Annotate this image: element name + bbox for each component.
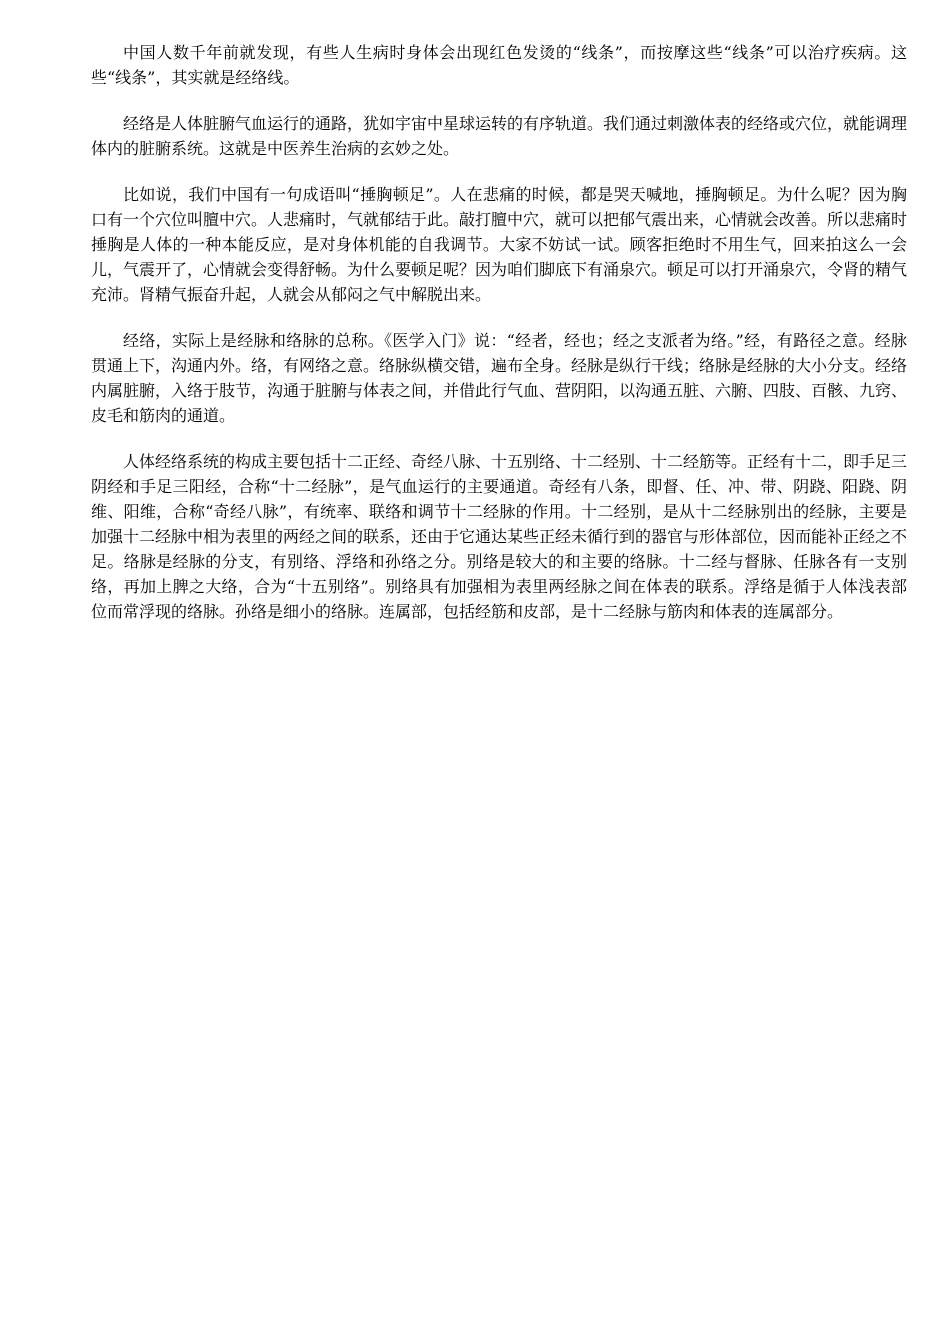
paragraph-meridian-definition: 经络是人体脏腑气血运行的通路，犹如宇宙中星球运转的有序轨道。我们通过刺激体表的经络或穴位，就能调理体内的脏腑系统。这就是中医养生治病的玄妙之处。: [91, 114, 908, 158]
paragraph-chest-beating-example: 比如说，我们中国有一句成语叫“捶胸顿足”。人在悲痛的时候，都是哭天喊地，捶胸顿足。为什么呢？因为胸口有一个穴位叫膻中穴。人悲痛时，气就郁结于此。敲打膻中穴，就可以把郁气震出来，心情就会改善。所以悲痛时捶胸是人体的一种本能反应，是对身体机能的自我调节。大家不妨试一试。顾客拒绝时不用生气，回来拍这么一会儿，气震开了，心情就会变得舒畅。为什么要顿足呢？因为咱们脚底下有涌泉穴。顿足可以打开涌泉穴，令肾的精气充沛。肾精气振奋升起，人就会从郁闷之气中解脱出来。: [91, 185, 908, 304]
paragraph-jingluo-terms: 经络，实际上是经脉和络脉的总称。《医学入门》说：“经者，经也；经之支派者为络。”经，有路径之意。经脉贯通上下，沟通内外。络，有网络之意。络脉纵横交错，遍布全身。经脉是纵行干线；络脉是经脉的大小分支。经络内属脏腑，入络于肢节，沟通于脏腑与体表之间，并借此行气血、营阴阳，以沟通五脏、六腑、四肢、百骸、九窍、皮毛和筋肉的通道。: [91, 331, 908, 425]
paragraph-discovery: 中国人数千年前就发现，有些人生病时身体会出现红色发烫的“线条”，而按摩这些“线条”可以治疗疾病。这些“线条”，其实就是经络线。: [91, 43, 907, 87]
document-page: [91, 40, 907, 645]
paragraph-meridian-system: 人体经络系统的构成主要包括十二正经、奇经八脉、十五别络、十二经别、十二经筋等。正经有十二，即手足三阴经和手足三阳经，合称“十二经脉”，是气血运行的主要通道。奇经有八条，即督、任、冲、带、阴跷、阳跷、阴维、阳维，合称“奇经八脉”，有统率、联络和调节十二经脉的作用。十二经别，是从十二经脉别出的经脉，主要是加强十二经脉中相为表里的两经之间的联系，还由于它通达某些正经未循行到的器官与形体部位，因而能补正经之不足。络脉是经脉的分支，有别络、浮络和孙络之分。别络是较大的和主要的络脉。十二经与督脉、任脉各有一支别络，再加上脾之大络，合为“十五别络”。别络具有加强相为表里两经脉之间在体表的联系。浮络是循于人体浅表部位而常浮现的络脉。孙络是细小的络脉。连属部，包括经筋和皮部，是十二经脉与筋肉和体表的连属部分。: [91, 452, 908, 621]
